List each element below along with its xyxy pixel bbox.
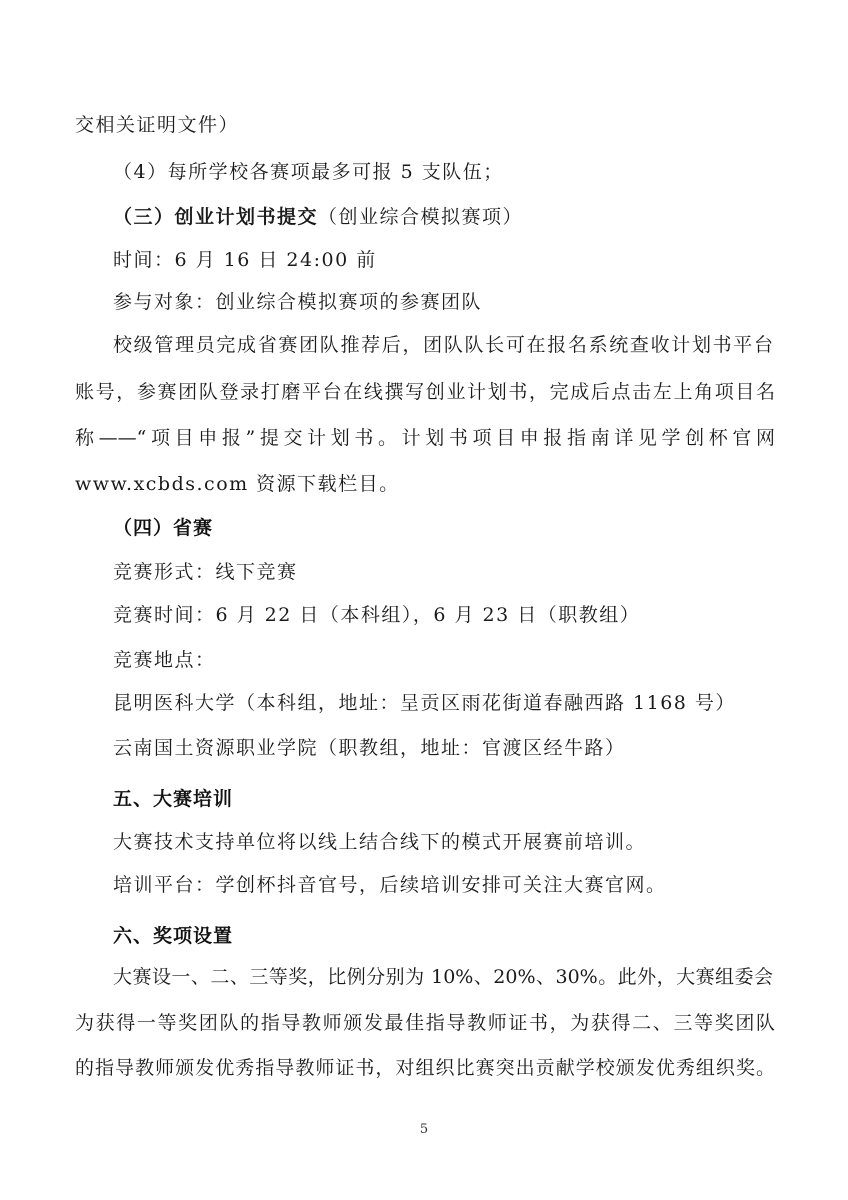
text-line: 大赛设一、二、三等奖，比例分别为 10%、20%、30%。此外，大赛组委会: [113, 966, 773, 988]
text-line: 竞赛时间：6 月 22 日（本科组），6 月 23 日（职教组）: [113, 604, 641, 626]
text-line: （4）每所学校各赛项最多可报 5 支队伍；: [113, 161, 504, 183]
section-heading-4: （四）省赛: [113, 517, 214, 539]
text-line: 时间：6 月 16 日 24:00 前: [113, 249, 377, 271]
section-heading-3: [113, 205, 523, 229]
text-line: 交相关证明文件）: [75, 114, 240, 136]
text-line: 培训平台：学创杯抖音官号，后续培训安排可关注大赛官网。: [113, 874, 667, 896]
text-line: 竞赛形式：线下竞赛: [113, 561, 298, 583]
section-heading-3-note: （创业综合模拟赛项）: [318, 206, 524, 228]
text-line: 校级管理员完成省赛团队推荐后，团队队长可在报名系统查收计划书平台: [113, 334, 773, 356]
chapter-heading-5: 五、大赛培训: [113, 788, 234, 810]
text-line: 昆明医科大学（本科组，地址：呈贡区雨花街道春融西路 1168 号）: [113, 692, 736, 714]
text-line: 称——“项目申报”提交计划书。计划书项目申报指南详见学创杯官网: [75, 427, 775, 449]
text-line: 参与对象：创业综合模拟赛项的参赛团队: [113, 291, 483, 313]
text-line: 账号，参赛团队登录打磨平台在线撰写创业计划书，完成后点击左上角项目名: [75, 381, 775, 403]
text-line: 大赛技术支持单位将以线上结合线下的模式开展赛前培训。: [113, 831, 647, 853]
section-heading-3-bold: （三）创业计划书提交: [113, 206, 319, 228]
chapter-heading-6: 六、奖项设置: [113, 925, 234, 947]
text-line: www.xcbds.com 资源下载栏目。: [75, 473, 400, 495]
text-line: 的指导教师颁发优秀指导教师证书，对组织比赛突出贡献学校颁发优秀组织奖。: [75, 1057, 775, 1079]
text-line: 云南国土资源职业学院（职教组，地址：官渡区经牛路）: [113, 737, 626, 759]
text-line: 为获得一等奖团队的指导教师颁发最佳指导教师证书，为获得二、三等奖团队: [75, 1012, 775, 1034]
page-number: 5: [419, 1122, 429, 1137]
text-line: 竞赛地点：: [113, 649, 216, 671]
